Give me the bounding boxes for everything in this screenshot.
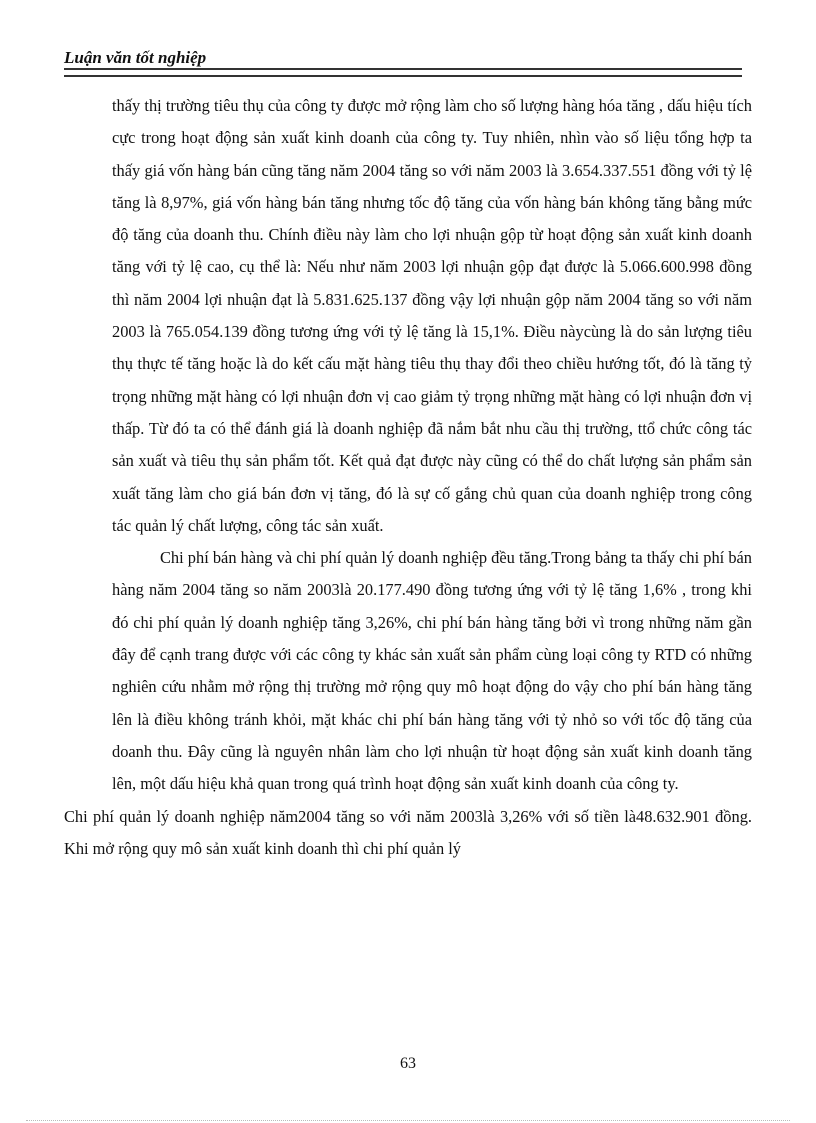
page-number: 63 <box>400 1055 416 1072</box>
page-bottom-border <box>26 1120 790 1121</box>
paragraph-3: Chi phí quản lý doanh nghiệp năm2004 tăng so với năm 2003là 3,26% với số tiền là48.632.901 đồng. Khi mở rộng quy mô sản xuất kinh doanh thì chi phí quản lý <box>64 806 752 858</box>
document-header-title: Luận văn tốt nghiệp <box>64 48 207 67</box>
document-body <box>64 90 752 865</box>
paragraph-2: Chi phí bán hàng và chi phí quản lý doanh nghiệp đều tăng.Trong bảng ta thấy chi phí bán hàng năm 2004 tăng so năm 2003là 20.177.490 đồng tương ứng với tỷ lệ tăng 1,6% , trong khi đó chi phí quản lý doanh nghiệp tăng 3,26%, chi phí bán hàng tăng bởi vì trong những năm gần đây để cạnh trang được với các công ty khác sản xuất sản phẩm cùng loại công ty RTD có những nghiên cứu nhằm mở rộng thị trường mở rộng quy mô hoạt động do vậy cho phí bán hàng tăng lên là điều không tránh khỏi, mặt khác chi phí bán hàng tăng với tỷ nhỏ so với tốc độ tăng của doanh thu. Đây cũng là nguyên nhân làm cho lợi nhuận từ hoạt động sản xuất kinh doanh tăng lên, một dấu hiệu khả quan trong quá trình hoạt động sản xuất kinh doanh của công ty. <box>112 548 752 794</box>
header-divider <box>64 68 742 77</box>
paragraph-1: thấy thị trường tiêu thụ của công ty được mở rộng làm cho số lượng hàng hóa tăng , dấu hiệu tích cực trong hoạt động sản xuất kinh doanh của công ty. Tuy nhiên, nhìn vào số liệu tổng hợp ta thấy giá vốn hàng bán cũng tăng năm 2004 tăng so với năm 2003 là 3.654.337.551 đồng với tỷ lệ tăng là 8,97%, giá vốn hàng bán tăng nhưng tốc độ tăng của vốn hàng bán không tăng bằng mức độ tăng của doanh thu. Chính điều này làm cho lợi nhuận gộp từ hoạt động sản xuất kinh doanh tăng với tỷ lệ cao, cụ thể là: Nếu như năm 2003 lợi nhuận gộp đạt được là 5.066.600.998 đồng thì năm 2004 lợi nhuận đạt là 5.831.625.137 đồng vậy lợi nhuận gộp năm 2004 tăng so với năm 2003 là 765.054.139 đồng tương ứng với tỷ lệ tăng là 15,1%. Điều nàycùng là do sản lượng tiêu thụ thực tế tăng hoặc là do kết cấu mặt hàng tiêu thụ thay đổi theo chiều hướng tốt, đó là tăng tỷ trọng những mặt hàng có lợi nhuận đơn vị cao giảm tỷ trọng những mặt hàng có lợi nhuận đơn vị thấp. Từ đó ta có thể đánh giá là doanh nghiệp đã nắm bắt nhu cầu thị trường, ttổ chức công tác sản xuất và tiêu thụ sản phẩm tốt. Kết quả đạt được này cũng có thể do chất lượng sản phẩm sản xuất tăng làm cho giá bán đơn vị tăng, đó là sự cố gắng chủ quan của doanh nghiệp trong công tác quản lý chất lượng, công tác sản xuất. <box>112 96 752 535</box>
